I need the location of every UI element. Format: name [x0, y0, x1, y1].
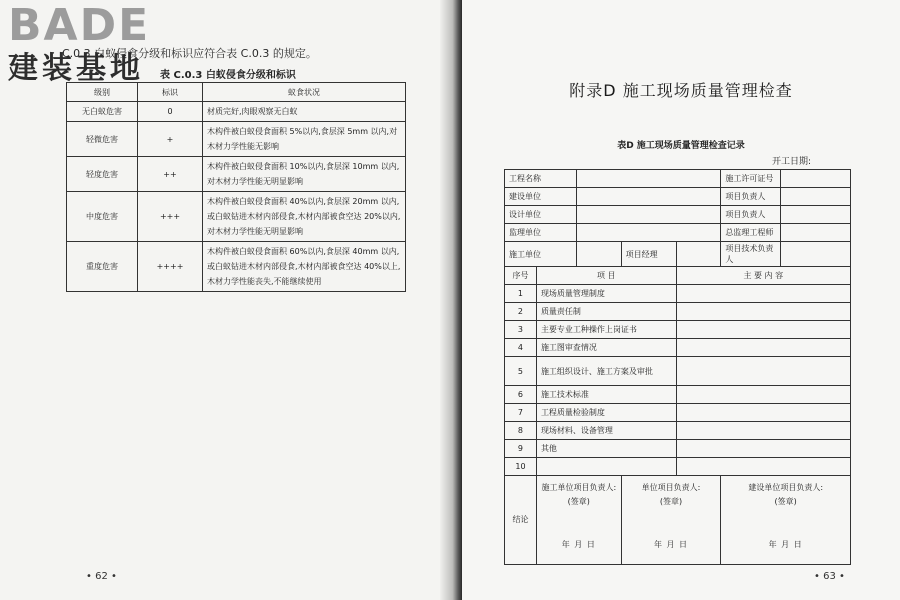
item-no: 4	[505, 339, 537, 357]
mark-cell: 0	[138, 102, 203, 122]
status-cell: 木构件被白蚁侵食面积 60%以内,食层深 40mm 以内,或白蚁钻进木材内部侵食,木材内部被食空达 40%以上,木材力学性能丧失,不能继续使用	[203, 242, 406, 292]
header-status: 蚁食状况	[203, 83, 406, 102]
conclusion-label: 结论	[505, 476, 537, 565]
item-no: 1	[505, 285, 537, 303]
header-no: 序号	[505, 267, 537, 285]
conclusion-signer-3	[721, 476, 851, 565]
table-row	[505, 357, 851, 386]
level-cell: 轻微危害	[67, 122, 138, 157]
table-row	[505, 404, 851, 422]
signer-title: 施工单位项目负责人:	[541, 483, 617, 492]
item-content	[676, 321, 850, 339]
status-cell: 木构件被白蚁侵食面积 40%以内,食层深 20mm 以内,或白蚁钻进木材内部侵食,木材内部被食空达 20%以内,对木材力学性能无明显影响	[203, 192, 406, 242]
project-name-value	[576, 170, 721, 188]
item-text: 施工组织设计、施工方案及审批	[536, 357, 676, 386]
signer-date: 年 月 日	[653, 540, 689, 549]
item-content	[676, 440, 850, 458]
permit-no-value	[781, 170, 851, 188]
table-caption: 表 C.0.3 白蚁侵食分级和标识	[160, 70, 296, 81]
info-row	[505, 188, 851, 206]
list-header-row	[505, 267, 851, 285]
level-cell: 无白蚁危害	[67, 102, 138, 122]
item-no: 9	[505, 440, 537, 458]
item-no: 3	[505, 321, 537, 339]
info-row	[505, 170, 851, 188]
table-title: 表D 施工现场质量管理检查记录	[617, 141, 745, 151]
supervision-unit-value	[576, 224, 721, 242]
table-header-row	[67, 83, 406, 102]
item-content	[676, 357, 850, 386]
level-cell: 轻度危害	[67, 157, 138, 192]
start-date-label: 开工日期:	[772, 157, 812, 167]
table-row	[505, 422, 851, 440]
table-row	[67, 122, 406, 157]
tech-lead-value	[781, 242, 851, 267]
item-text: 施工图审查情况	[536, 339, 676, 357]
signer-seal: (签章)	[774, 497, 797, 506]
item-content	[676, 285, 850, 303]
design-unit-label: 设计单位	[505, 206, 577, 224]
builder-unit-value	[576, 188, 721, 206]
construction-unit-label: 施工单位	[505, 242, 577, 267]
item-content	[676, 404, 850, 422]
item-content	[676, 422, 850, 440]
builder-unit-label: 建设单位	[505, 188, 577, 206]
level-cell: 中度危害	[67, 192, 138, 242]
table-row	[505, 440, 851, 458]
signer-title: 建设单位项目负责人:	[748, 483, 824, 492]
item-text: 质量责任制	[536, 303, 676, 321]
tech-lead-label: 项目技术负责人	[721, 242, 781, 267]
supervision-unit-label: 监理单位	[505, 224, 577, 242]
clause-text: C.0.3 白蚁侵食分级和标识应符合表 C.0.3 的规定。	[62, 47, 317, 60]
signer-seal: (签章)	[567, 497, 590, 506]
table-row	[67, 157, 406, 192]
item-content	[676, 386, 850, 404]
table-row	[505, 458, 851, 476]
design-unit-value	[576, 206, 721, 224]
builder-pm-value	[781, 188, 851, 206]
item-text: 工程质量检验制度	[536, 404, 676, 422]
info-row	[505, 206, 851, 224]
quality-check-table	[504, 169, 851, 565]
header-mark: 标识	[138, 83, 203, 102]
table-row	[67, 242, 406, 292]
info-row	[505, 224, 851, 242]
project-name-label: 工程名称	[505, 170, 577, 188]
table-row	[505, 386, 851, 404]
conclusion-signer-2	[621, 476, 721, 565]
item-text: 主要专业工种操作上岗证书	[536, 321, 676, 339]
page-number-left: • 62 •	[86, 571, 117, 582]
mark-cell: +++	[138, 192, 203, 242]
status-cell: 木构件被白蚁侵食面积 5%以内,食层深 5mm 以内,对木材力学性能无影响	[203, 122, 406, 157]
item-text: 施工技术标准	[536, 386, 676, 404]
header-item: 项 目	[536, 267, 676, 285]
item-no: 10	[505, 458, 537, 476]
item-text: 其他	[536, 440, 676, 458]
design-pm-label: 项目负责人	[721, 206, 781, 224]
mark-cell: ++	[138, 157, 203, 192]
chief-engineer-label: 总监理工程师	[721, 224, 781, 242]
info-row	[505, 242, 851, 267]
project-manager-label: 项目经理	[621, 242, 676, 267]
item-no: 8	[505, 422, 537, 440]
status-cell: 材质完好,肉眼观察无白蚁	[203, 102, 406, 122]
header-level: 级别	[67, 83, 138, 102]
right-page	[462, 0, 900, 600]
construction-unit-value	[576, 242, 621, 267]
conclusion-signer-1	[536, 476, 621, 565]
table-row	[505, 339, 851, 357]
mark-cell: +	[138, 122, 203, 157]
termite-grading-table	[66, 82, 406, 292]
signer-seal: (签章)	[659, 497, 683, 506]
page-number-right: • 63 •	[814, 571, 845, 582]
item-content	[676, 458, 850, 476]
signer-date: 年 月 日	[768, 540, 803, 549]
table-row	[505, 285, 851, 303]
permit-no-label: 施工许可证号	[721, 170, 781, 188]
appendix-title: 附录D 施工现场质量管理检查	[569, 81, 793, 100]
item-text: 现场材料、设备管理	[536, 422, 676, 440]
item-no: 6	[505, 386, 537, 404]
project-manager-value	[676, 242, 721, 267]
level-cell: 重度危害	[67, 242, 138, 292]
conclusion-row	[505, 476, 851, 565]
builder-pm-label: 项目负责人	[721, 188, 781, 206]
item-content	[676, 339, 850, 357]
table-row	[67, 102, 406, 122]
header-content: 主 要 内 容	[676, 267, 850, 285]
signer-title: 单位项目负责人:	[641, 483, 701, 492]
item-no: 5	[505, 357, 537, 386]
item-no: 7	[505, 404, 537, 422]
logo-subtitle: 建装基地	[8, 51, 144, 86]
table-row	[505, 321, 851, 339]
item-text	[536, 458, 676, 476]
logo-mark: BADE	[8, 0, 151, 51]
item-no: 2	[505, 303, 537, 321]
status-cell: 木构件被白蚁侵食面积 10%以内,食层深 10mm 以内,对木材力学性能无明显影响	[203, 157, 406, 192]
chief-engineer-value	[781, 224, 851, 242]
item-text: 现场质量管理制度	[536, 285, 676, 303]
table-row	[505, 303, 851, 321]
watermark-logo	[8, 2, 150, 86]
table-row	[67, 192, 406, 242]
signer-date: 年 月 日	[561, 540, 596, 549]
item-content	[676, 303, 850, 321]
design-pm-value	[781, 206, 851, 224]
mark-cell: ++++	[138, 242, 203, 292]
